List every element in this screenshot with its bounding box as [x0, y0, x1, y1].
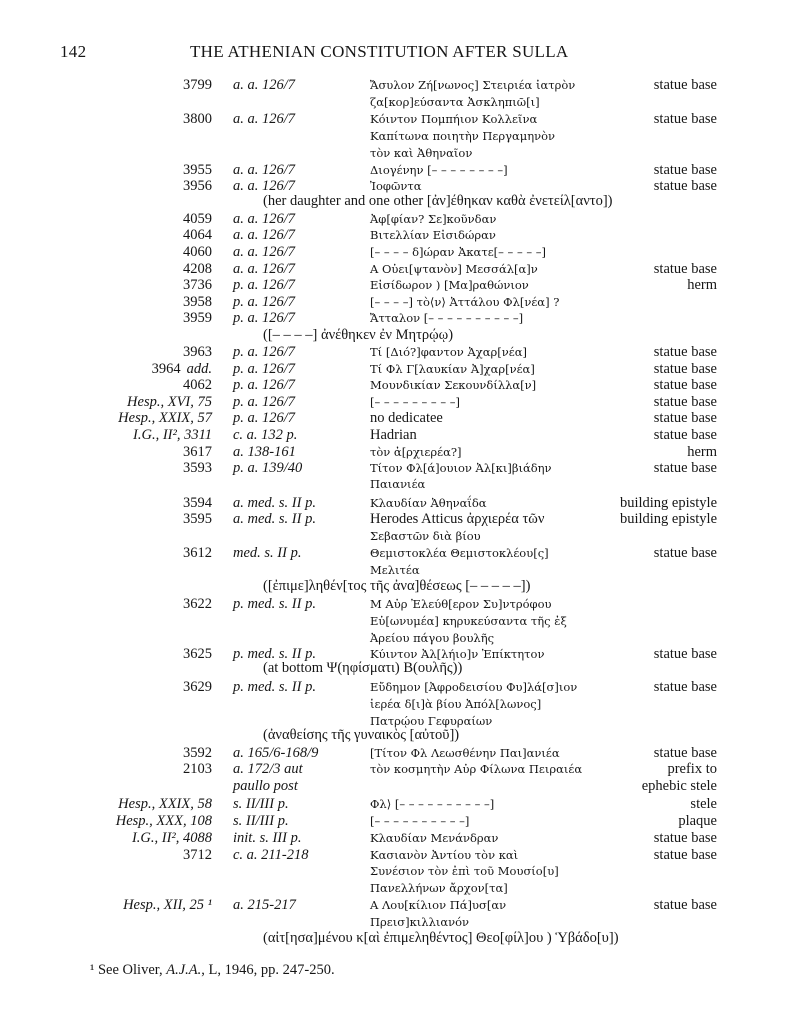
addendum-tag: add. [186, 361, 212, 377]
inscription-text: Ἄσυλον Ζή[νωνος] Στειριέα ἰατρὸν [370, 78, 576, 92]
inscription-text: τὸν ἀ[ρχιερέα?] [370, 445, 462, 459]
inscription-text: Ἀφ[φίαν? Σε]κοῦνδαν [370, 212, 497, 226]
ref-cell [60, 510, 212, 528]
ref-number: 3955 [183, 162, 212, 178]
footnote-journal: A.J.A. [166, 962, 202, 978]
ref-number: 3712 [183, 847, 212, 863]
table-row [0, 110, 787, 128]
ref-cell [60, 243, 212, 261]
inscription-text: [– – – – – – – – – –] [370, 814, 470, 828]
date-cell: a. a. 126/7 [233, 244, 296, 260]
monument-type: plaque [678, 813, 717, 829]
inscription-text: ζα[κορ]εύσαντα Ἀσκληπιῶ[ι] [370, 95, 540, 109]
inscription-text: Καπίτωνα ποιητὴν Περγαμηνὸν [370, 129, 556, 143]
table-row [0, 343, 787, 361]
ref-number: 3800 [183, 111, 212, 127]
ref-number: 3594 [183, 495, 212, 511]
monument-type: statue base [653, 178, 717, 194]
inscription-text: [– – – – – – – – –] [370, 395, 460, 409]
date-cell: p. a. 126/7 [233, 394, 296, 410]
ref-cell [60, 110, 212, 128]
ref-cell [60, 795, 212, 813]
table-row [0, 812, 787, 830]
date-cell: a. a. 126/7 [233, 178, 296, 194]
date-cell: a. a. 126/7 [233, 111, 296, 127]
table-row [0, 144, 787, 162]
ref-number: I.G., II², 4088 [131, 830, 212, 846]
date-cell: c. a. 132 p. [233, 427, 298, 443]
table-row [0, 510, 787, 528]
ref-number: 3595 [183, 511, 212, 527]
inscription-text: Σεβαστῶν διὰ βίου [370, 529, 481, 543]
inscription-text: Κλαυδίαν Μενάνδραν [370, 831, 499, 845]
table-row [0, 777, 787, 795]
monument-type: statue base [653, 77, 717, 93]
date-cell: a. a. 126/7 [233, 261, 296, 277]
ref-cell [60, 645, 212, 663]
footnote [90, 962, 335, 979]
inscription-text: [– – – –] τὸ⟨ν⟩ Ἀττάλου Φλ[νέα] ? [370, 295, 560, 309]
monument-type: herm [687, 444, 717, 460]
date-cell: a. a. 126/7 [233, 211, 296, 227]
date-cell: p. med. s. II p. [233, 646, 316, 662]
table-row [0, 612, 787, 630]
ref-cell [60, 376, 212, 394]
inscription-text: Κλαυδίαν Ἀθηναΐδα [370, 496, 487, 510]
monument-type: statue base [653, 545, 717, 561]
date-cell: p. a. 126/7 [233, 377, 296, 393]
inscription-text: τὸν καὶ Ἀθηναῖον [370, 146, 473, 160]
inscription-text: τὸν κοσμητὴν Αὐρ Φίλωνα Πειραιέα [370, 762, 583, 776]
monument-type: statue base [653, 344, 717, 360]
table-row [0, 226, 787, 244]
ref-number: Hesp., XVI, 75 [127, 394, 212, 410]
date-cell: p. med. s. II p. [233, 679, 316, 695]
date-cell: s. II/III p. [233, 813, 289, 829]
inscription-text: Ἰοφῶντα [370, 179, 422, 193]
monument-type: statue base [653, 261, 717, 277]
date-cell: a. med. s. II p. [233, 495, 316, 511]
inscription-text: Πρεισ]κιλλιανόν [370, 915, 470, 929]
inscription-text: Εὔδημον [Ἀφροδεισίου Φυ]λά[σ]ιον [370, 680, 578, 694]
inscription-text: Κύιντον Ἀλ[λήιο]ν Ἐπίκτητον [370, 647, 545, 661]
ref-number: 3593 [183, 460, 212, 476]
table-row [0, 829, 787, 847]
inscription-text: [– – – – δ]ώραν Ἀκατε[– – – – –] [370, 245, 546, 259]
monument-type: herm [687, 277, 717, 293]
table-row [0, 93, 787, 111]
ref-number: 4064 [183, 227, 212, 243]
date-cell: a. a. 126/7 [233, 77, 296, 93]
inscription-text: Μουνδικίαν Σεκουνδίλλα[ν] [370, 378, 537, 392]
inscription-text: [Τίτον Φλ Λεωσθένην Παι]ανιέα [370, 746, 560, 760]
monument-type: statue base [653, 427, 717, 443]
table-row [0, 544, 787, 562]
monument-type: building epistyle [619, 511, 717, 527]
table-row [0, 879, 787, 897]
table-row [0, 527, 787, 545]
ref-number: Hesp., XXX, 108 [115, 813, 212, 829]
ref-number: 4062 [183, 377, 212, 393]
inscription-text: Φλ⟩ [– – – – – – – – – –] [370, 797, 495, 811]
inscription-text: Μελιτέα [370, 563, 420, 577]
monument-type: statue base [653, 394, 717, 410]
table-row [0, 409, 787, 427]
table-row [0, 309, 787, 327]
table-row [0, 376, 787, 394]
monument-type: statue base [653, 897, 717, 913]
date-cell: a. 215-217 [233, 897, 296, 913]
date-cell: p. a. 126/7 [233, 410, 296, 426]
ref-number: 4060 [183, 244, 212, 260]
monument-type: statue base [653, 745, 717, 761]
table-row [0, 561, 787, 579]
date-cell: p. med. s. II p. [233, 596, 316, 612]
table-row [0, 426, 787, 444]
note-line: ([ἐπιμε]ληθέν[τος τῆς ἀνα]θέσεως [– – – – –]) [263, 578, 531, 594]
date-cell: c. a. 211-218 [233, 847, 309, 863]
inscription-text: Ἀρείου πάγου βουλῆς [370, 631, 495, 645]
monument-type: prefix to [667, 761, 717, 777]
page-number: 142 [60, 42, 87, 61]
inscription-text: Τί Φλ Γ[λαυκίαν Ἀ]χαρ[νέα] [370, 362, 535, 376]
ref-cell [60, 409, 212, 427]
ref-number: 3799 [183, 77, 212, 93]
inscription-text: no dedicatee [370, 410, 443, 426]
ref-cell [60, 309, 212, 327]
table-row [0, 913, 787, 931]
date-cell: a. 172/3 aut [233, 761, 303, 777]
monument-type: statue base [653, 679, 717, 695]
monument-type: statue base [653, 646, 717, 662]
table-row [0, 695, 787, 713]
inscription-text: Θεμιστοκλέα Θεμιστοκλέου[ς] [370, 546, 549, 560]
ref-number: 4208 [183, 261, 212, 277]
table-row [0, 276, 787, 294]
note-line: ([– – – –] ἀνέθηκεν ἐν Μητρῴῳ) [263, 327, 454, 343]
monument-type: statue base [653, 410, 717, 426]
ref-number: 3625 [183, 646, 212, 662]
ref-cell [60, 595, 212, 613]
inscription-text: Κόιντον Πομπήιον Κολλεῖνα [370, 112, 538, 126]
table-row [0, 127, 787, 145]
date-cell: p. a. 126/7 [233, 294, 296, 310]
date-cell: p. a. 126/7 [233, 361, 296, 377]
inscription-text: Εἰσίδωρον ) [Μα]ραθώνιον [370, 278, 529, 292]
ref-number: 3956 [183, 178, 212, 194]
ref-cell [60, 177, 212, 195]
date-cell: p. a. 139/40 [233, 460, 303, 476]
inscription-text: Πανελλήνων ἄρχον[τα] [370, 881, 508, 895]
table-row [0, 760, 787, 778]
ref-cell [60, 812, 212, 830]
ref-number: 3592 [183, 745, 212, 761]
monument-type: statue base [653, 377, 717, 393]
inscription-text: Τί [Διό?]φαντον Ἀχαρ[νέα] [370, 345, 527, 359]
ref-number: Hesp., XII, 25 ¹ [123, 897, 212, 913]
date-cell: p. a. 126/7 [233, 310, 296, 326]
date-cell: a. 165/6-168/9 [233, 745, 319, 761]
date-cell: s. II/III p. [233, 796, 289, 812]
table-row [0, 795, 787, 813]
ref-cell [60, 343, 212, 361]
monument-type: statue base [653, 111, 717, 127]
inscription-text: Βιτελλίαν Εἰσιδώραν [370, 228, 496, 242]
inscription-text: Α Λου[κίλιον Πά]υσ[αν [370, 898, 507, 912]
date-cell: p. a. 126/7 [233, 277, 296, 293]
date-cell: a. 138-161 [233, 444, 296, 460]
ref-cell [60, 276, 212, 294]
ref-cell [60, 226, 212, 244]
monument-type: statue base [653, 847, 717, 863]
ref-number: 3736 [183, 277, 212, 293]
ref-number: 3963 [183, 344, 212, 360]
running-title: THE ATHENIAN CONSTITUTION AFTER SULLA [190, 42, 569, 61]
ref-number: 3629 [183, 679, 212, 695]
inscription-text: Διογένην [– – – – – – – –] [370, 163, 508, 177]
ref-number: 3959 [183, 310, 212, 326]
ref-cell [60, 896, 212, 914]
date-cell: a. a. 126/7 [233, 162, 296, 178]
ref-number: 3622 [183, 596, 212, 612]
ref-number: 3958 [183, 294, 212, 310]
ref-number: Hesp., XXIX, 58 [118, 796, 212, 812]
note-line: (ἀναθείσης τῆς γυναικὸς [αὐτοῦ]) [263, 727, 460, 743]
ref-cell [60, 544, 212, 562]
inscription-text: Πατρῴου Γεφυραίων [370, 714, 493, 728]
monument-type: building epistyle [619, 495, 717, 511]
note-line: (at bottom Ψ(ηφίσματι) Β(ουλῆς)) [263, 660, 463, 676]
inscription-text: Συνέσιον τὸν ἐπὶ τοῦ Μουσίο[υ] [370, 864, 559, 878]
table-row [0, 862, 787, 880]
ref-number: 2103 [183, 761, 212, 777]
monument-type: ephebic stele [641, 778, 717, 794]
ref-number: Hesp., XXIX, 57 [118, 410, 212, 426]
table-row [0, 76, 787, 94]
note-line: (αἰτ[ησα]μένου κ[αὶ ἐπιμεληθέντος] Θεο[φίλ]ου ) Ὑβάδο[υ]) [263, 930, 619, 946]
date-cell: p. a. 126/7 [233, 344, 296, 360]
date-cell: a. a. 126/7 [233, 227, 296, 243]
date-cell: init. s. III p. [233, 830, 302, 846]
date-cell: med. s. II p. [233, 545, 302, 561]
table-row [0, 243, 787, 261]
ref-number: 3617 [183, 444, 212, 460]
ref-cell [60, 829, 212, 847]
table-row [0, 475, 787, 493]
inscription-text: Εὐ[ωνυμέα] κηρυκεύσαντα τῆς ἐξ [370, 614, 567, 628]
monument-type: stele [690, 796, 717, 812]
monument-type: statue base [653, 460, 717, 476]
inscription-text: Παιανιέα [370, 477, 426, 491]
footnote-text-after: , L, 1946, pp. 247-250. [201, 962, 335, 978]
inscription-text: Α Οὐει[ψτανὸν] Μεσσάλ[α]ν [370, 262, 538, 276]
ref-cell [60, 760, 212, 778]
monument-type: statue base [653, 361, 717, 377]
ref-cell [60, 76, 212, 94]
inscription-text: Ἄτταλον [– – – – – – – – – –] [370, 311, 524, 325]
ref-cell [60, 426, 212, 444]
monument-type: statue base [653, 162, 717, 178]
ref-number: 3612 [183, 545, 212, 561]
ref-cell [60, 678, 212, 696]
page-header [0, 42, 787, 64]
monument-type: statue base [653, 830, 717, 846]
inscription-text: Μ Αὐρ Ἐλεύθ[ερον Συ]ντρόφου [370, 597, 552, 611]
inscription-text: Herodes Atticus ἀρχιερέα τῶν [370, 511, 545, 527]
note-line: (her daughter and one other [ἀν]έθηκαν καθὰ ἐνετείλ[αντο]) [263, 193, 613, 209]
ref-number: 4059 [183, 211, 212, 227]
ref-number: 3964 [151, 361, 181, 377]
table-row [0, 896, 787, 914]
table-row [0, 678, 787, 696]
footnote-text: See Oliver, [97, 962, 163, 978]
inscription-text: Τίτον Φλ[ά]ουιον Ἀλ[κι]βιάδην [370, 461, 552, 475]
date-cell: paullo post [233, 778, 298, 794]
inscription-text: Κασιανὸν Ἀντίου τὸν καὶ [370, 848, 519, 862]
inscription-text: ἱερέα δ[ι]ὰ βίου Ἀπόλ[λωνος] [370, 697, 542, 711]
inscription-text: Hadrian [370, 427, 417, 443]
footnote-mark: ¹ [90, 962, 95, 978]
ref-number: I.G., II², 3311 [133, 427, 212, 443]
table-row [0, 595, 787, 613]
date-cell: a. med. s. II p. [233, 511, 316, 527]
